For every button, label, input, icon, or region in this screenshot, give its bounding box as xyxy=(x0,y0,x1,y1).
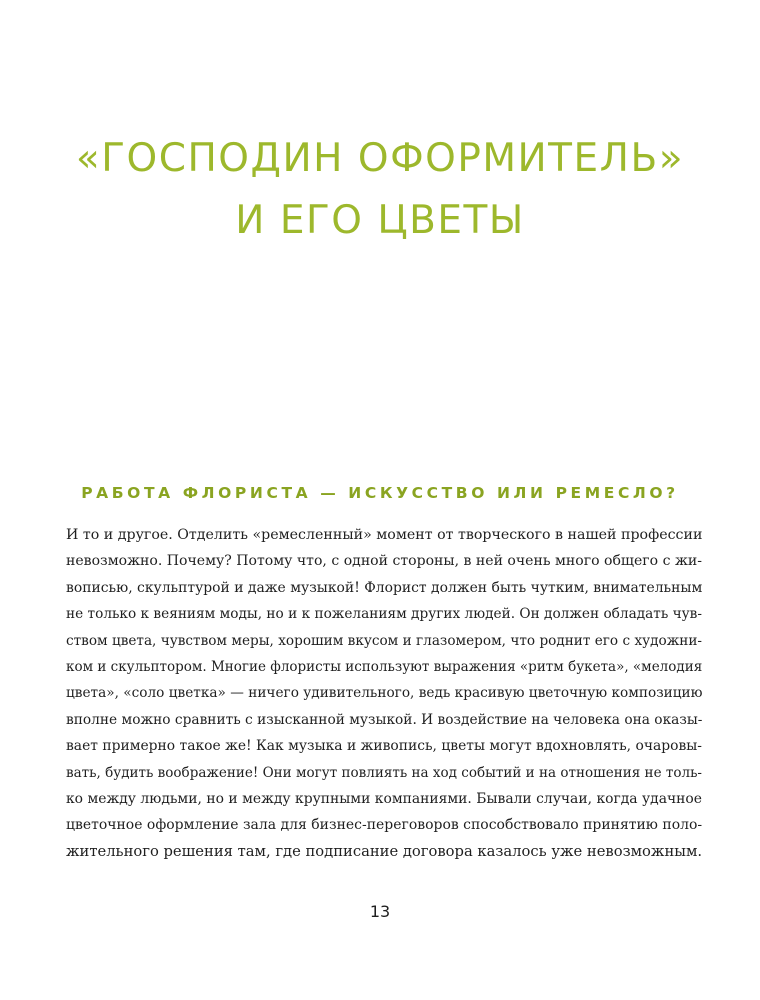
body-line: не только к веяниям моды, но и к пожеланиям других людей. Он должен обладать чув- xyxy=(66,606,702,623)
body-line: вописью, скульптурой и даже музыкой! Флорист должен быть чутким, внимательным xyxy=(66,579,703,596)
body-paragraph xyxy=(66,522,702,865)
page-number: 13 xyxy=(369,902,391,921)
section-heading: РАБОТА ФЛОРИСТА — ИСКУССТВО ИЛИ РЕМЕСЛО? xyxy=(81,484,679,502)
body-line: цвета», «соло цветка» — ничего удивительного, ведь красивую цветочную композицию xyxy=(66,685,703,702)
body-line: вать, будить воображение! Они могут повлиять на ход событий и на отношения не толь- xyxy=(66,764,702,781)
body-line: невозможно. Почему? Потому что, с одной стороны, в ней очень много общего с жи- xyxy=(66,553,702,570)
body-line: ством цвета, чувством меры, хорошим вкусом и глазомером, что роднит его с художни- xyxy=(66,632,702,649)
body-line: вполне можно сравнить с изысканной музыкой. И воздействие на человека она оказы- xyxy=(66,711,703,728)
chapter-title xyxy=(0,128,760,252)
body-line: жительного решения там, где подписание договора казалось уже невозможным. xyxy=(66,842,703,860)
chapter-title-line-2: И ЕГО ЦВЕТЫ xyxy=(235,198,525,243)
body-line: ко между людьми, но и между крупными компаниями. Бывали случаи, когда удачное xyxy=(66,791,702,808)
body-line: ком и скульптором. Многие флористы используют выражения «ритм букета», «мелодия xyxy=(66,659,703,676)
chapter-title-line-1: «ГОСПОДИН ОФОРМИТЕЛЬ» xyxy=(75,136,685,181)
body-line: цветочное оформление зала для бизнес-переговоров способствовало принятию поло- xyxy=(66,817,703,834)
body-line: И то и другое. Отделить «ремесленный» момент от творческого в нашей профессии xyxy=(66,527,703,543)
body-line: вает примерно такое же! Как музыка и живопись, цветы могут вдохновлять, очаровы- xyxy=(66,738,702,755)
